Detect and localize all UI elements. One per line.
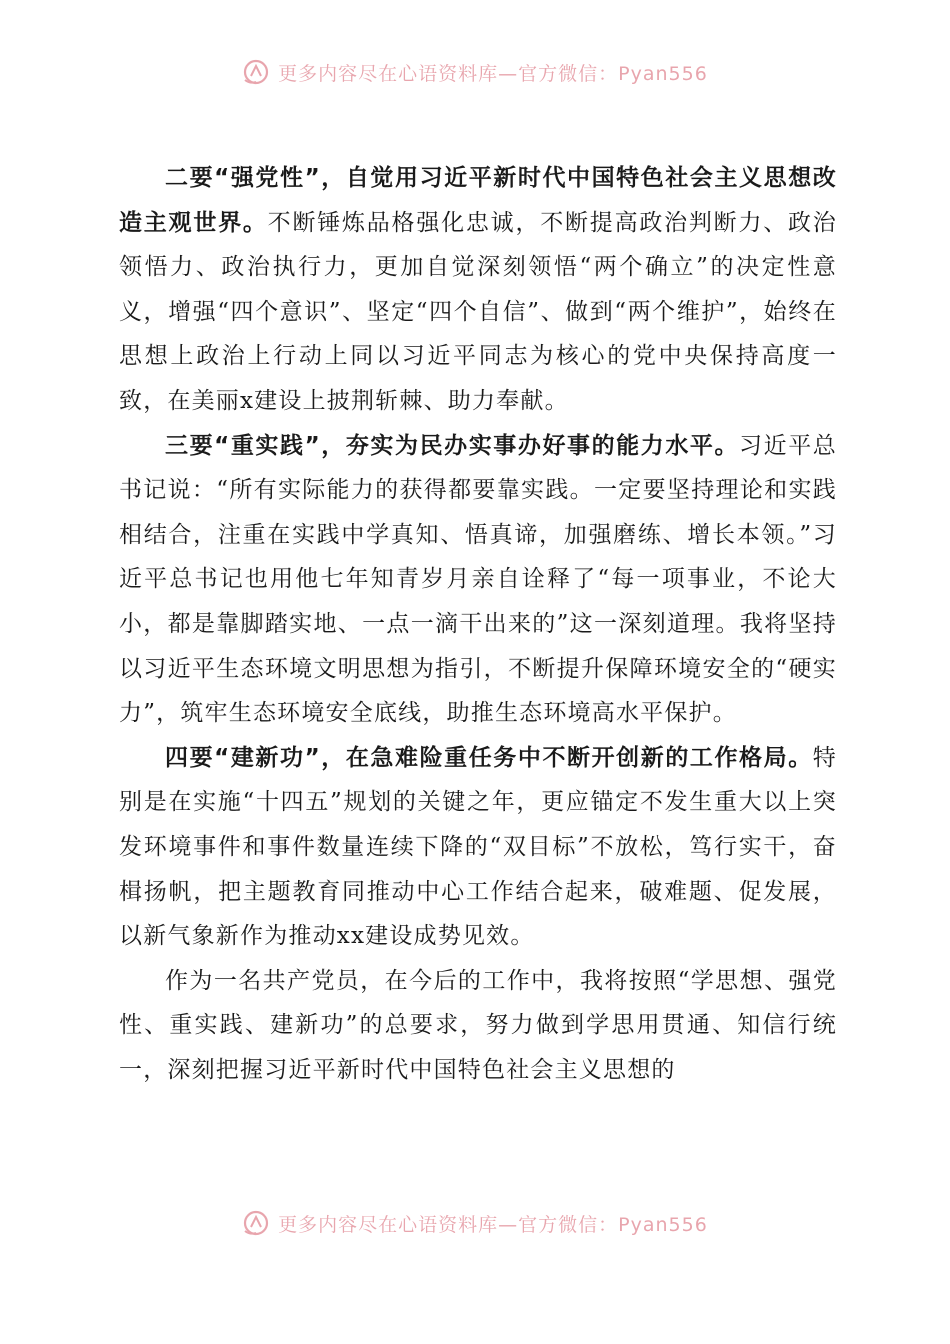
watermark-logo-icon (242, 1209, 270, 1237)
footer-watermark (0, 1203, 950, 1243)
document-body (119, 156, 837, 1092)
header-watermark (0, 52, 950, 92)
paragraph-3 (119, 736, 837, 959)
paragraph-text: 特别是在实施“十四五”规划的关键之年，更应锚定不发生重大以上突发环境事件和事件数量连续下降的“双目标”不放松，笃行实干，奋楫扬帆，把主题教育同推动中心工作结合起来，破难题、促发展，以新气象新作为推动xx建设成势见效。 (119, 744, 837, 950)
paragraph-lead: 三要“重实践”，夯实为民办实事办好事的能力水平。 (165, 432, 740, 459)
paragraph-text: 不断锤炼品格强化忠诚，不断提高政治判断力、政治领悟力、政治执行力，更加自觉深刻领悟“两个确立”的决定性意义，增强“四个意识”、坚定“四个自信”、做到“两个维护”，始终在思想上政治上行动上同以习近平同志为核心的党中央保持高度一致，在美丽x建设上披荆斩棘、助力奉献。 (119, 209, 837, 414)
watermark-text: 更多内容尽在心语资料库—官方微信：Pyan556 (278, 1213, 708, 1236)
paragraph-lead: 二要“强党性”，自觉用习近平新时代中国特色社会主义思想改造主观世界。 (119, 165, 837, 236)
watermark-text: 更多内容尽在心语资料库—官方微信：Pyan556 (278, 62, 708, 85)
paragraph-4 (119, 959, 837, 1093)
watermark-logo-icon (242, 58, 270, 86)
paragraph-lead: 四要“建新功”，在急难险重任务中不断开创新的工作格局。 (165, 744, 813, 771)
paragraph-1 (119, 156, 837, 424)
paragraph-text: 习近平总书记说：“所有实际能力的获得都要靠实践。一定要坚持理论和实践相结合，注重在实践中学真知、悟真谛，加强磨练、增长本领。”习近平总书记也用他七年知青岁月亲自诠释了“每一项事业，不论大小，都是靠脚踏实地、一点一滴干出来的”这一深刻道理。我将坚持以习近平生态环境文明思想为指引，不断提升保障环境安全的“硬实力”，筑牢生态环境安全底线，助推生态环境高水平保护。 (119, 432, 837, 727)
paragraph-text: 作为一名共产党员，在今后的工作中，我将按照“学思想、强党性、重实践、建新功”的总要求，努力做到学思用贯通、知信行统一，深刻把握习近平新时代中国特色社会主义思想的 (119, 967, 837, 1083)
paragraph-2 (119, 424, 837, 736)
